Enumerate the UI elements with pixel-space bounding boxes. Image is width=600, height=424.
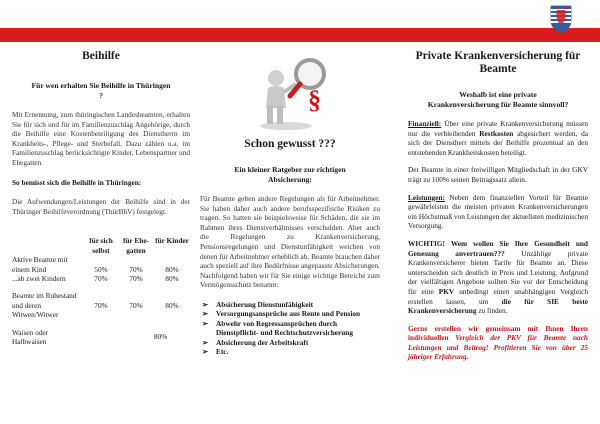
table-row: [12, 274, 190, 283]
bullet-arrow-icon: ➢: [202, 337, 209, 347]
table-cell-label: ...ab zwei Kindern: [12, 273, 66, 283]
ratgeber-column: [200, 138, 380, 356]
table-header-spouse: für Ehe-gatten: [122, 236, 149, 255]
table-cell-label: Aktive Beamte mit einem Kind: [12, 255, 68, 274]
ratgeber-subtitle: Ein kleiner Ratgeber zur richtigen Absicherung:: [234, 165, 346, 184]
header-red-band: [0, 28, 600, 42]
table-cell-self: 70%: [94, 273, 108, 283]
table-header-label: [12, 236, 84, 255]
table-cell-label: Beamte im Ruhestand und deren Witwen/Witwer: [12, 291, 77, 320]
bullet-arrow-icon: ➢: [202, 318, 209, 328]
table-cell-spouse: 70%: [129, 264, 143, 274]
list-item: [200, 319, 380, 338]
list-item-label: Abwehr von Regressansprüchen durch Dienstpflicht- und Rechtschutzversicherung: [216, 318, 354, 338]
table-cell-child: 80%: [165, 300, 179, 310]
pkv-leistungen-label: Leistungen:: [408, 192, 445, 202]
ratgeber-title: Schon gewusst ???: [244, 138, 336, 150]
pkv-column: [408, 48, 588, 362]
beihilfe-table: [12, 236, 190, 346]
ratgeber-bullet-list: [200, 300, 380, 356]
table-cell-child: 80%: [165, 273, 179, 283]
beihilfe-title: Beihilfe: [82, 50, 120, 62]
pkv-finanziell-paragraph: [408, 119, 588, 157]
list-item-label: Absicherung der Arbeitskraft: [216, 337, 309, 347]
ratgeber-text: Für Beamte gelten andere Regelungen als für Arbeitnehmer. Sie haben daher auch andere berufsspezifische Risiken zu tragen. So hatten sie beispielsweise für Schäden, die sie im Rahmen ihres Dienstverhältnisses verschulden. Aber auch die Regelungen zu Krankenversicherung, Pensionsregelungen und Dienstunfähigkeit weichen von denen für Arbeitnehmer erheblich ab. Beamte brauchen daher auch speziell auf ihre Bedürfnisse angepasste Absicherungen. Nachfolgend haben wir für Sie einige wichtige Bereiche zum Vermögensschutz benannt:: [200, 194, 380, 290]
bullet-arrow-icon: ➢: [202, 299, 209, 309]
list-item: [200, 309, 380, 318]
beihilfe-column: [12, 48, 190, 346]
beihilfe-calc-heading: So bemisst sich die Beihilfe in Thüringen:: [12, 177, 142, 187]
table-header-self: für sich selbst: [89, 236, 113, 255]
pkv-finanziell-text-a: Über eine private Krankenversicherung müssen nur die verbleibenden: [408, 119, 588, 138]
pkv-wichtig-text-b: unbedingt einen unabhängigen Vergleich erstellen lassen, um: [408, 286, 588, 306]
table-cell-spouse: [118, 320, 154, 347]
list-item: [200, 347, 380, 356]
beihilfe-subtitle: Für wen erhalten Sie Beihilfe in Thüringen ?: [31, 81, 171, 100]
svg-text:§: §: [308, 85, 321, 114]
pkv-wichtig-pkv: PKV: [438, 286, 455, 296]
pkv-finanziell-label: Finanziell:: [408, 119, 442, 128]
thuringia-coat-of-arms-icon: [548, 4, 574, 34]
pkv-wichtig-heading: WICHTIG! Wem wollen Sie Ihre Gesundheit und Genesung anvertrauen???: [408, 238, 588, 258]
pkv-leistungen-paragraph: [408, 193, 588, 231]
pkv-red-italic: Vergleich der PKV für Beamte nach Leistungen und Beitrag! Profitieren Sie von über 25 jähriger Erfahrung.: [408, 333, 588, 362]
table-cell-self: 50%: [94, 264, 108, 274]
pkv-wichtig-text-a: Unzählige private Krankenversicherer bieten Tarife für Beamte an. Diese unterscheiden sich deutlich in Preis und Leistung. Aufgrund der vielfältigen Angebote sollten Sie vor der Entscheidung für eine: [408, 248, 588, 296]
table-cell-self: 70%: [94, 300, 108, 310]
table-cell-spouse: 70%: [129, 300, 143, 310]
pkv-gkv-text: Der Beamte in einer freiwilligen Mitgliedschaft in der GKV trägt zu 100% seinen Beitragssatz allein.: [408, 165, 588, 184]
pkv-wichtig-paragraph: [408, 239, 588, 316]
table-row: [12, 255, 190, 274]
table-row: [12, 320, 190, 347]
list-item-label: Etc.: [216, 346, 229, 356]
pkv-wichtig-best: die für SIE beste Krankenversicherung: [408, 296, 589, 316]
table-cell-child: 80%: [165, 264, 179, 274]
table-row: [12, 283, 190, 319]
table-cell-child: 80%: [154, 332, 168, 342]
list-item-label: Absicherung Dienstunfähigkeit: [216, 299, 314, 309]
table-header-child: für Kinder: [155, 236, 189, 246]
list-item: [200, 338, 380, 347]
beihilfe-calc-text: Die Aufwendungen/Leistungen der Beihilfe sind in der Thüringer Beihilfeverordnung (ThürBhV) festgelegt.: [12, 197, 190, 216]
pkv-title: Private Krankenversicherung für Beamte: [415, 50, 581, 75]
pkv-red-text: Gerne erstellen wir gemeinsam mit Ihnen Ihren individuellen: [408, 323, 588, 343]
pkv-restkosten: Restkosten: [479, 128, 514, 138]
beihilfe-intro: Mit Ernennung, zum thüringischen Landesbeamten, erhalten Sie für sich und für im Familienzuschlag Angehörige, durch die Beihilfe eine Kostenbeteiligung des Dienstherrn im Krankheits-, Pflege- und Sterbefall. Dazu zählen u.a. im Familienzuschlag berücksichtigte Kinder, Lebenspartner und Ehegatten.: [12, 110, 190, 167]
figure-magnifier-paragraph-icon: [246, 56, 338, 132]
bullet-arrow-icon: ➢: [202, 309, 209, 319]
table-cell-self: [84, 320, 118, 347]
table-cell-spouse: 70%: [129, 273, 143, 283]
pkv-red-callout: [408, 324, 588, 362]
table-cell-label: Waisen oder Halbwaisen: [12, 327, 49, 346]
pkv-leistungen-text: Neben dem finanziellen Vorteil für Beamte gewährleisten die meisten privaten Krankenversicherungen ein Höchstmaß von Leistungen der aktuellsten medizinischen Versorgung.: [408, 192, 588, 231]
list-item-label: Versorgungsansprüche aus Rente und Pension: [216, 309, 361, 319]
pkv-wichtig-text-c: zu finden.: [476, 306, 508, 316]
bullet-arrow-icon: ➢: [202, 346, 209, 356]
pkv-subtitle: Weshalb ist eine private Krankenversicherung für Beamte sinnvoll?: [427, 90, 569, 109]
pkv-finanziell-text-b: abgesichert werden, da sich der Dienstherr mittels der Beihilfe prozentual an den entstehenden Krankheitskosten beteiligt.: [408, 128, 588, 157]
list-item: [200, 300, 380, 309]
table-header-row: [12, 236, 190, 255]
